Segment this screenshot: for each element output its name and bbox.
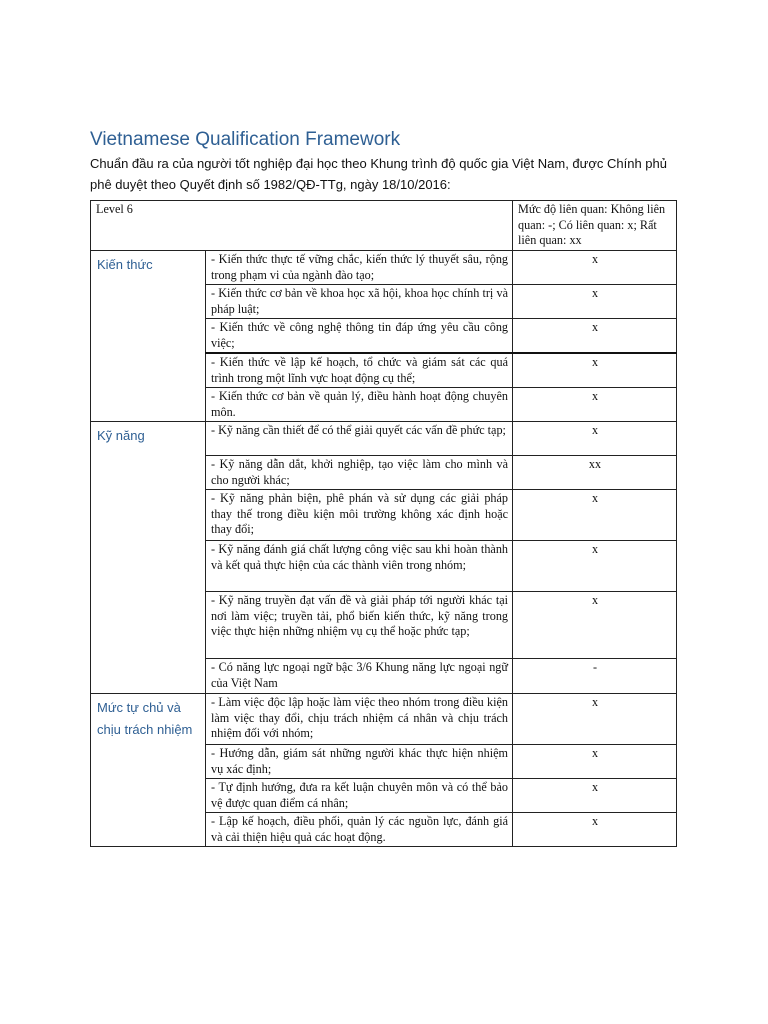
outcome-description: - Kỹ năng cần thiết để có thể giải quyết các vấn đề phức tạp; bbox=[206, 422, 513, 456]
relevance-header: Mức độ liên quan: Không liên quan: -; Có liên quan: x; Rất liên quan: xx bbox=[513, 201, 677, 251]
page-title: Vietnamese Qualification Framework bbox=[90, 129, 401, 150]
relevance-mark: - bbox=[513, 659, 677, 694]
outcome-description: - Lập kế hoạch, điều phối, quản lý các nguồn lực, đánh giá và cải thiện hiệu quả các hoạt động. bbox=[206, 813, 513, 847]
outcome-description: - Kiến thức về lập kế hoạch, tổ chức và giám sát các quá trình trong một lĩnh vực hoạt động cụ thể; bbox=[206, 353, 513, 388]
qualification-table bbox=[90, 200, 677, 847]
relevance-mark: x bbox=[513, 251, 677, 285]
outcome-description: - Kiến thức cơ bản về khoa học xã hội, khoa học chính trị và pháp luật; bbox=[206, 285, 513, 319]
relevance-mark: x bbox=[513, 490, 677, 541]
relevance-mark: x bbox=[513, 592, 677, 659]
relevance-mark: x bbox=[513, 285, 677, 319]
relevance-mark: x bbox=[513, 694, 677, 745]
table-row bbox=[91, 422, 677, 456]
outcome-description: - Kỹ năng đánh giá chất lượng công việc sau khi hoàn thành và kết quả thực hiện của các thành viên trong nhóm; bbox=[206, 541, 513, 592]
relevance-mark: x bbox=[513, 422, 677, 456]
outcome-description: - Kiến thức cơ bản về quản lý, điều hành hoạt động chuyên môn. bbox=[206, 388, 513, 422]
relevance-mark: x bbox=[513, 813, 677, 847]
relevance-mark: x bbox=[513, 745, 677, 779]
relevance-mark: x bbox=[513, 541, 677, 592]
qualification-table-body bbox=[91, 201, 677, 847]
relevance-mark: x bbox=[513, 319, 677, 354]
outcome-description: - Kiến thức thực tế vững chắc, kiến thức lý thuyết sâu, rộng trong phạm vi của ngành đào tạo; bbox=[206, 251, 513, 285]
outcome-description: - Tự định hướng, đưa ra kết luận chuyên môn và có thể bảo vệ được quan điểm cá nhân; bbox=[206, 779, 513, 813]
relevance-mark: x bbox=[513, 779, 677, 813]
outcome-description: - Kỹ năng truyền đạt vấn đề và giải pháp tới người khác tại nơi làm việc; truyền tải, phổ biến kiến thức, kỹ năng trong việc thực hiện những nhiệm vụ cụ thể hoặc phức tạp; bbox=[206, 592, 513, 659]
table-row bbox=[91, 251, 677, 285]
category-cell: Kỹ năng bbox=[91, 422, 206, 694]
outcome-description: - Kiến thức về công nghệ thông tin đáp ứng yêu cầu công việc; bbox=[206, 319, 513, 354]
table-header-row bbox=[91, 201, 677, 251]
page-subtitle: Chuẩn đầu ra của người tốt nghiệp đại học theo Khung trình độ quốc gia Việt Nam, được Chính phủ phê duyệt theo Quyết định số 1982/QĐ-TTg, ngày 18/10/2016: bbox=[90, 156, 667, 192]
outcome-description: - Kỹ năng dẫn dắt, khởi nghiệp, tạo việc làm cho mình và cho người khác; bbox=[206, 456, 513, 490]
level-header: Level 6 bbox=[91, 201, 513, 251]
relevance-mark: xx bbox=[513, 456, 677, 490]
category-cell: Mức tự chủ và chịu trách nhiệm bbox=[91, 694, 206, 847]
outcome-description: - Làm việc độc lập hoặc làm việc theo nhóm trong điều kiện làm việc thay đổi, chịu trách nhiệm cá nhân và chịu trách nhiệm đối với nhóm; bbox=[206, 694, 513, 745]
relevance-mark: x bbox=[513, 353, 677, 388]
relevance-mark: x bbox=[513, 388, 677, 422]
outcome-description: - Kỹ năng phản biện, phê phán và sử dụng các giải pháp thay thế trong điều kiện môi trường không xác định hoặc thay đổi; bbox=[206, 490, 513, 541]
table-row bbox=[91, 694, 677, 745]
outcome-description: - Hướng dẫn, giám sát những người khác thực hiện nhiệm vụ xác định; bbox=[206, 745, 513, 779]
outcome-description: - Có năng lực ngoại ngữ bậc 3/6 Khung năng lực ngoại ngữ của Việt Nam bbox=[206, 659, 513, 694]
category-cell: Kiến thức bbox=[91, 251, 206, 422]
